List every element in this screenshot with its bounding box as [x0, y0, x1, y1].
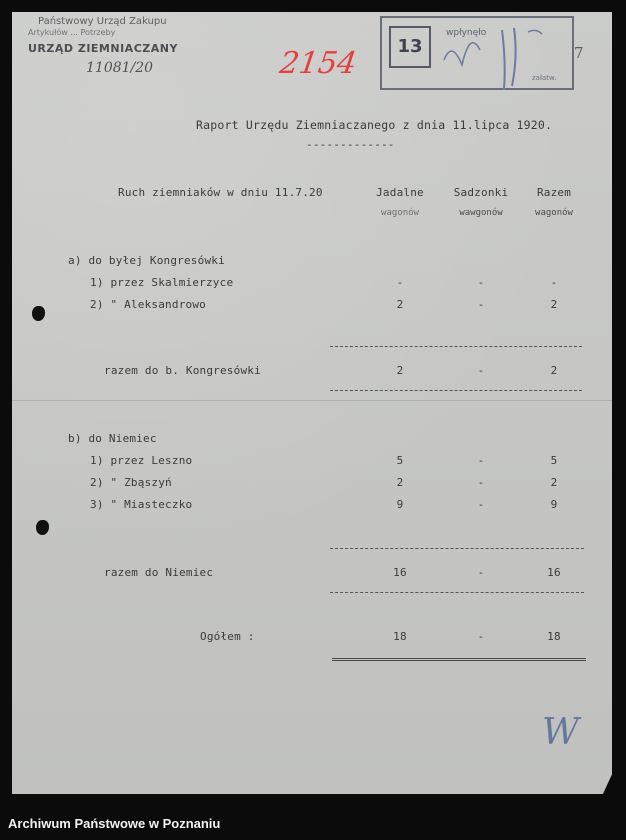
row-a1-sadzonki: - [477, 276, 485, 289]
col-header-razem: Razem [536, 186, 572, 199]
stamp-box-number: 13 [389, 26, 431, 68]
letterhead-line-2: Artykułów ... Potrzeby [28, 28, 116, 37]
report-title: Raport Urzędu Ziemniaczanego z dnia 11.lipca 1920. [196, 118, 553, 132]
row-b2-razem: 2 [550, 476, 558, 489]
row-b3-razem: 9 [550, 498, 558, 511]
row-a2-jadalne: 2 [396, 298, 404, 311]
rule-b-bottom [330, 592, 584, 593]
archive-footer [0, 812, 626, 840]
row-b3-jadalne: 9 [396, 498, 404, 511]
total-a-jadalne: 2 [396, 364, 404, 377]
total-b-label: razem do Niemiec [104, 566, 214, 579]
col-header-sadzonki: Sadzonki [453, 186, 509, 199]
received-stamp [380, 16, 574, 90]
title-underline: ------------- [306, 138, 395, 151]
row-a2-label: 2) " Aleksandrowo [90, 298, 206, 311]
file-number: 11081/20 [86, 60, 154, 76]
row-b2-label: 2) " Zbąszyń [90, 476, 172, 489]
row-b2-jadalne: 2 [396, 476, 404, 489]
letterhead-line-1: Państwowy Urząd Zakupu [38, 16, 167, 27]
total-b-jadalne: 16 [393, 566, 407, 579]
total-a-sadzonki: - [477, 364, 485, 377]
row-b3-label: 3) " Miasteczko [90, 498, 193, 511]
torn-corner [602, 770, 614, 796]
total-a-label: razem do b. Kongresówki [104, 364, 261, 377]
total-b-sadzonki: - [477, 566, 485, 579]
row-b2-sadzonki: - [477, 476, 485, 489]
section-b-heading: b) do Niemiec [68, 432, 157, 445]
col-unit-sadzonki: wawgonów [459, 208, 503, 218]
row-a1-razem: - [550, 276, 558, 289]
col-unit-jadalne: wagonów [381, 208, 419, 218]
letterhead-line-3: URZĄD ZIEMNIACZANY [28, 42, 178, 55]
total-a-razem: 2 [550, 364, 558, 377]
row-b1-sadzonki: - [477, 454, 485, 467]
row-b1-razem: 5 [550, 454, 558, 467]
row-a1-jadalne: - [396, 276, 404, 289]
handwritten-initials: W [542, 712, 580, 753]
row-header: Ruch ziemniaków w dniu 11.7.20 [118, 186, 323, 199]
total-b-razem: 16 [547, 566, 561, 579]
row-a2-sadzonki: - [477, 298, 485, 311]
col-unit-razem: wagonów [535, 208, 573, 218]
stamp-label: wpłynęło [446, 28, 487, 38]
row-a1-label: 1) przez Skalmierzyce [90, 276, 234, 289]
page-number: 7 [574, 44, 584, 62]
rule-b-top [330, 548, 584, 549]
grand-total-jadalne: 18 [393, 630, 407, 643]
rule-a-bottom [330, 390, 582, 391]
grand-total-label: Ogółem : [200, 630, 255, 643]
grand-total-razem: 18 [547, 630, 561, 643]
red-pencil-number: 2154 [277, 46, 359, 81]
rule-a-top [330, 346, 582, 347]
row-b1-label: 1) przez Leszno [90, 454, 193, 467]
grand-total-sadzonki: - [477, 630, 485, 643]
section-a-heading: a) do byłej Kongresówki [68, 254, 225, 267]
fold-line [12, 400, 612, 401]
row-b1-jadalne: 5 [396, 454, 404, 467]
grand-total-rule [332, 658, 586, 661]
stamp-label-small: załatw. [532, 74, 557, 82]
stamp-scribble-icon [432, 20, 552, 90]
row-b3-sadzonki: - [477, 498, 485, 511]
row-a2-razem: 2 [550, 298, 558, 311]
archive-footer-text: Archiwum Państwowe w Poznaniu [8, 816, 221, 831]
col-header-jadalne: Jadalne [376, 186, 424, 199]
